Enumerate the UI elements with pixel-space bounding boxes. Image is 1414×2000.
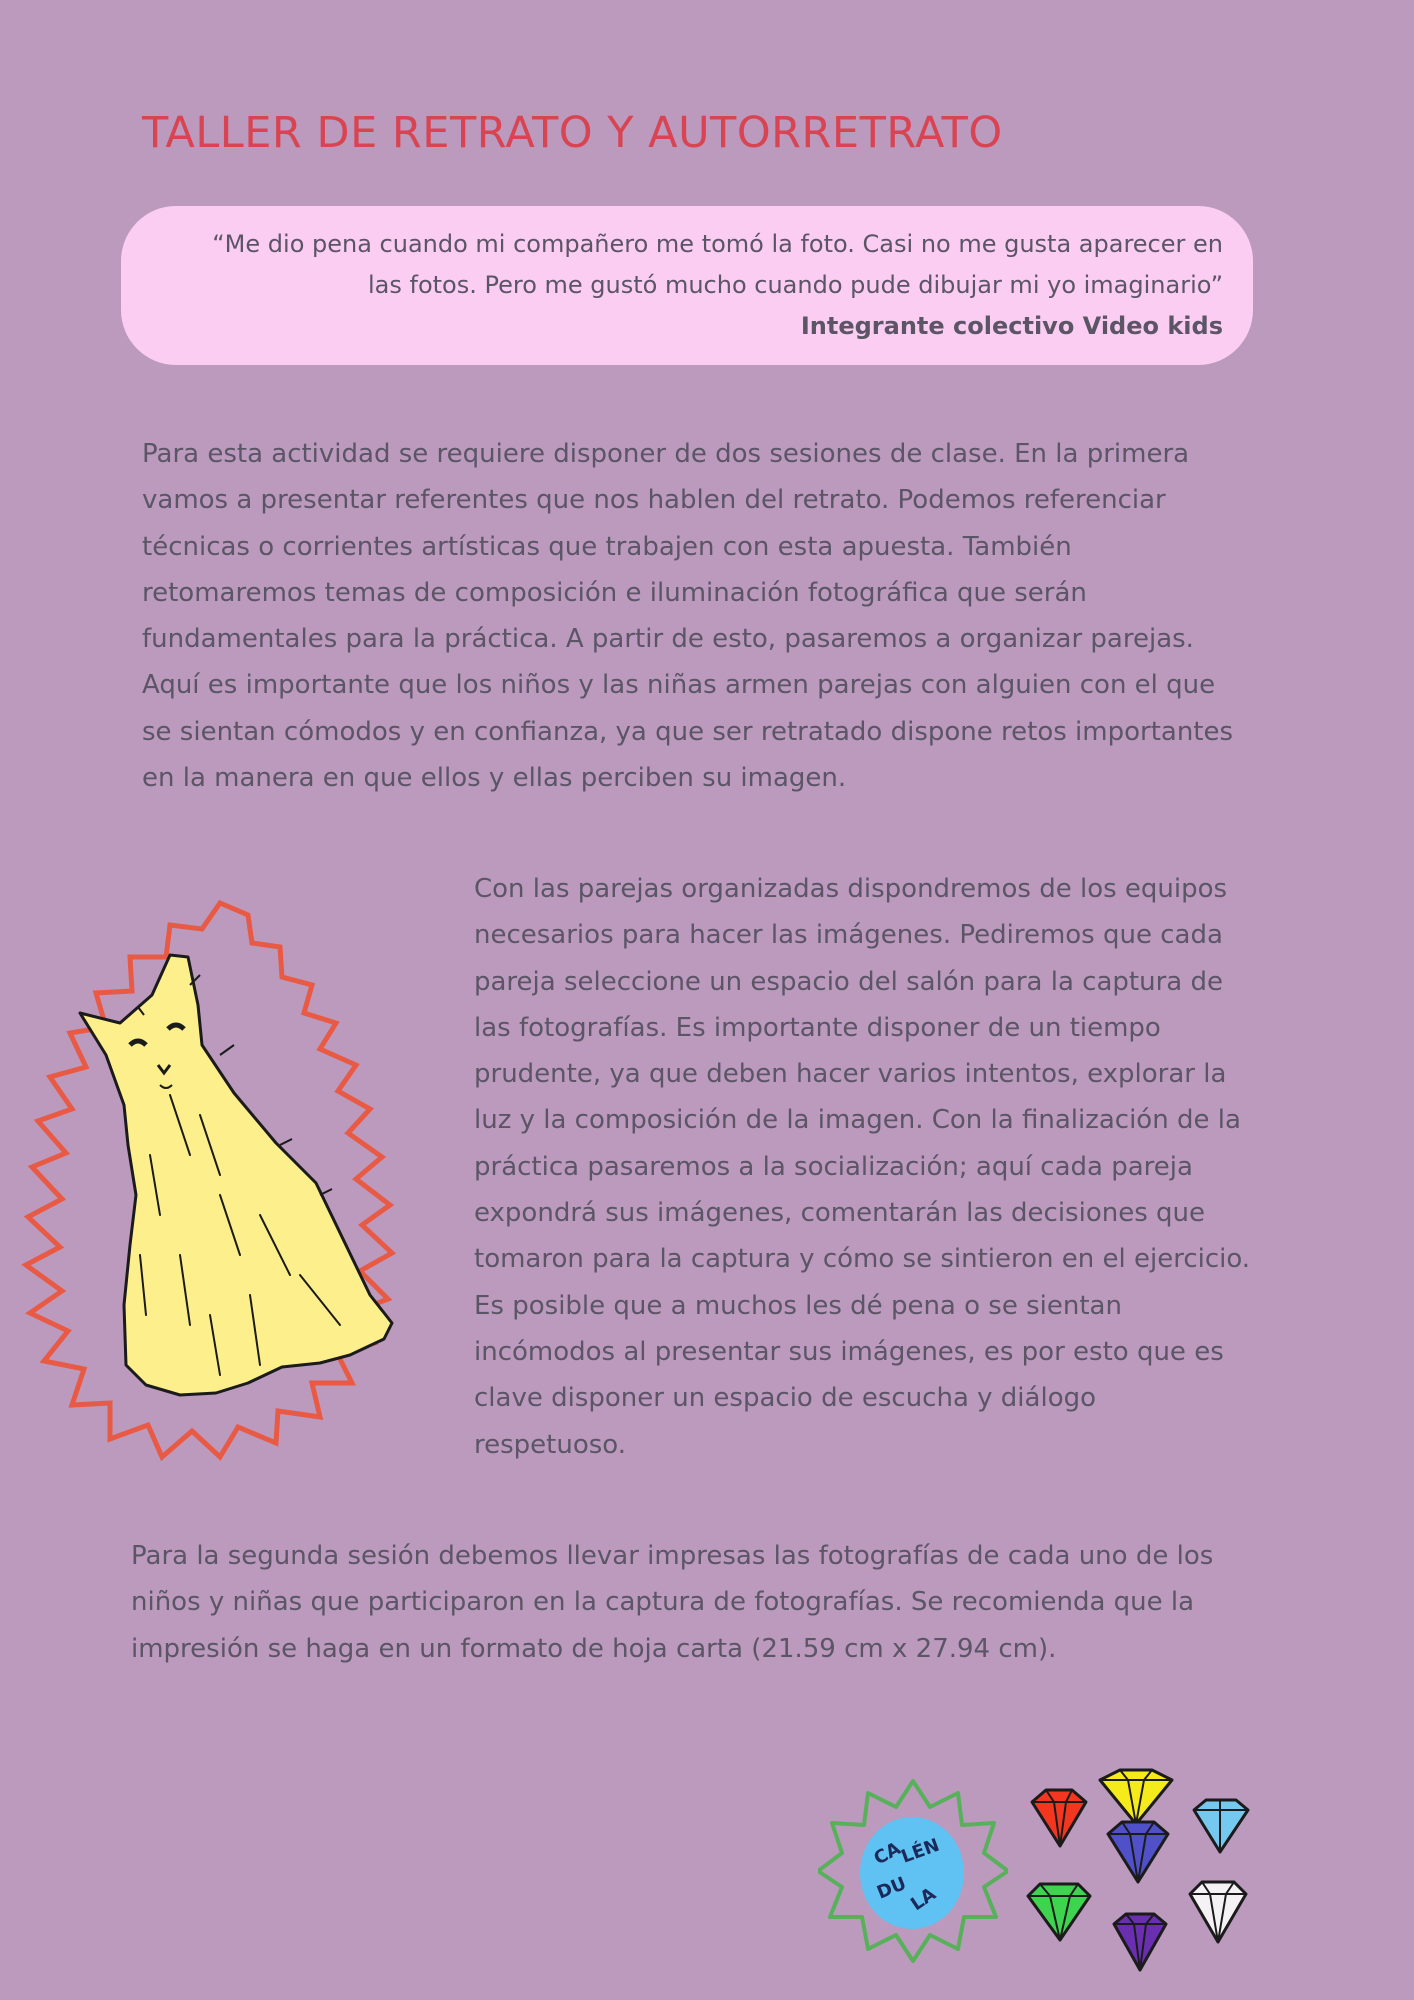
gem-blue-icon	[1108, 1822, 1168, 1882]
logo-circle	[860, 1817, 964, 1929]
calendula-logo	[818, 1775, 1008, 1965]
gem-green-icon	[1028, 1884, 1090, 1940]
gem-yellow-icon	[1100, 1770, 1172, 1824]
page-title: TALLER DE RETRATO Y AUTORRETRATO	[142, 108, 1003, 158]
cat-illustration	[20, 895, 420, 1470]
gem-white-icon	[1190, 1882, 1246, 1942]
paragraph-intro: Para esta actividad se requiere disponer de dos sesiones de clase. En la primera vamos a presentar referentes que nos hablen del retrato. Podemos referenciar técnicas o corrientes artísticas que trabajen con esta apuesta. También retomaremos temas de composición e iluminación fotográfica que serán fundamentales para la práctica. A partir de esto, pasaremos a organizar parejas. Aquí es importante que los niños y las niñas armen parejas con alguien con el que se sientan cómodos y en confianza, ya que ser retratado dispone retos importantes en la manera en que ellos y ellas perciben su imagen.	[142, 439, 1234, 794]
logo-text-4: LA	[907, 1883, 940, 1916]
logo-text-1: CA	[870, 1838, 905, 1870]
quote-text: “Me dio pena cuando mi compañero me tomó la foto. Casi no me gusta aparecer en las fotos. Pero me gustó mucho cuando pude dibujar mi yo imaginario”	[212, 230, 1223, 299]
quote-box	[121, 206, 1253, 365]
cat-icon	[80, 955, 392, 1395]
paragraph-session-one: Con las parejas organizadas dispondremos de los equipos necesarios para hacer las imágenes. Pediremos que cada pareja seleccione un espacio del salón para la captura de las fotografías. Es importante disponer de un tiempo prudente, ya que deben hacer varios intentos, explorar la luz y la composición de la imagen. Con la finalización de la práctica pasaremos a la socialización; aquí cada pareja expondrá sus imágenes, comentarán las decisiones que tomaron para la captura y cómo se sintieron en el ejercicio. Es posible que a muchos les dé pena o se sientan incómodos al presentar sus imágenes, es por esto que es clave disponer un espacio de escucha y diálogo respetuoso.	[474, 874, 1251, 1460]
gems-illustration	[1022, 1760, 1272, 1980]
gem-lightblue-icon	[1194, 1800, 1248, 1852]
logo-text-3: DU	[874, 1873, 910, 1904]
paragraph-session-two: Para la segunda sesión debemos llevar impresas las fotografías de cada uno de los niños y niñas que participaron en la captura de fotografías. Se recomienda que la impresión se haga en un formato de hoja carta (21.59 cm x 27.94 cm).	[131, 1541, 1214, 1664]
gem-red-icon	[1032, 1790, 1086, 1846]
gem-purple-icon	[1114, 1914, 1166, 1970]
logo-text-2: LÉN	[898, 1834, 943, 1868]
quote-author: Integrante colectivo Video kids	[800, 312, 1223, 340]
